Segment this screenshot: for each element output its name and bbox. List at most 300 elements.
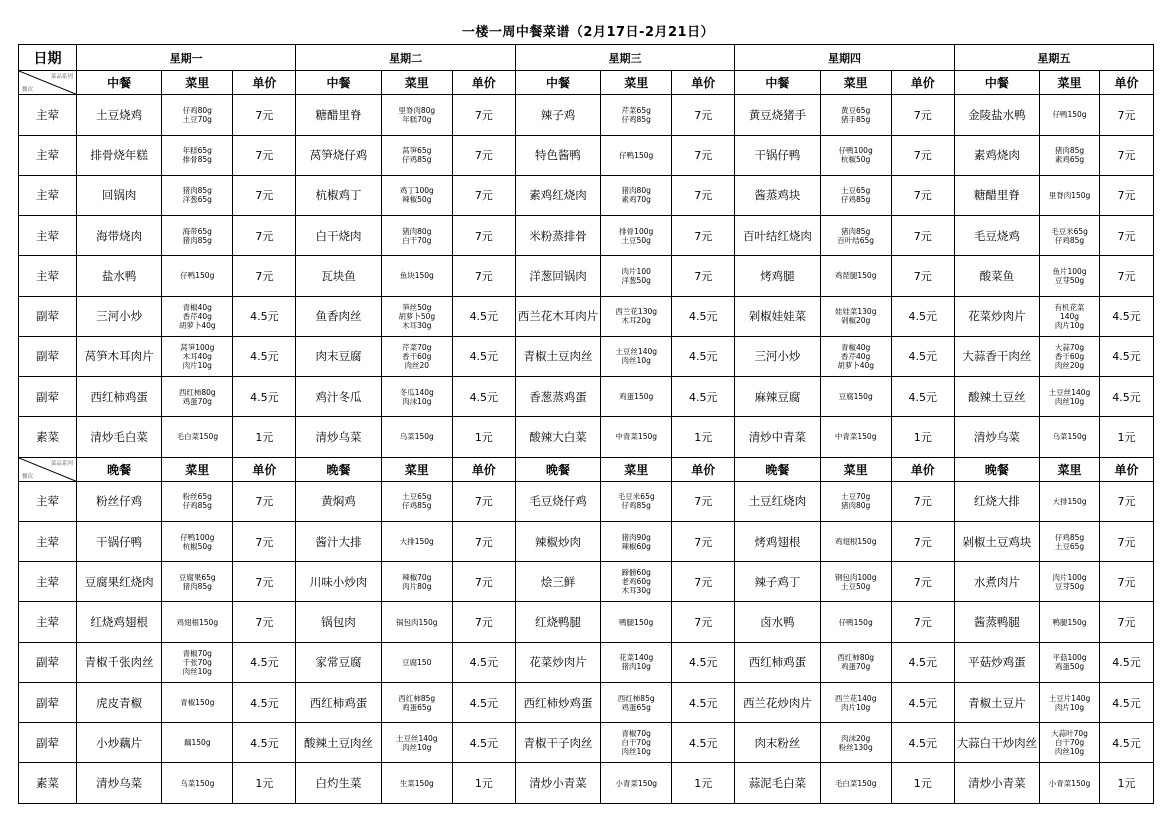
ingredients-cell <box>820 562 891 602</box>
category-cell: 副荤 <box>19 642 77 682</box>
dish-name: 三河小炒 <box>735 336 820 376</box>
lunch-meal-header: 中餐 <box>76 71 161 95</box>
ingredient-line: 锅包肉150g <box>395 617 438 627</box>
ingredient-line: 肉沫10g <box>402 396 432 406</box>
dish-name: 鸡汁冬瓜 <box>296 377 381 417</box>
ingredient-line: 青椒40g <box>841 342 871 352</box>
ingredients-cell <box>1040 417 1100 457</box>
dish-name: 辣子鸡丁 <box>735 562 820 602</box>
ingredients-cell <box>601 95 672 135</box>
price-cell: 4.5元 <box>672 296 735 336</box>
dish-name: 清炒中青菜 <box>735 417 820 457</box>
lunch-meal-header: 中餐 <box>735 71 820 95</box>
menu-title: 一楼一周中餐菜谱（2月17日-2月21日） <box>461 25 715 40</box>
ingredients-cell <box>1040 296 1100 336</box>
ingredient-line: 肉丝10g <box>402 742 432 752</box>
dinner-price-header: 单价 <box>672 457 735 481</box>
dish-name: 西兰花木耳肉片 <box>515 296 600 336</box>
ingredients-cell <box>1040 723 1100 763</box>
dish-name: 干锅仔鸭 <box>735 135 820 175</box>
dish-name: 水煮肉片 <box>954 562 1039 602</box>
ingredient-line: 有机花菜 <box>1054 302 1085 312</box>
ingredient-line: 藕150g <box>184 738 211 748</box>
lunch-ingredients-header: 菜里 <box>381 71 452 95</box>
ingredient-line: 豆腐果65g <box>178 572 216 582</box>
lunch-ingredients-header: 菜里 <box>1040 71 1100 95</box>
dish-name: 洋葱回锅肉 <box>515 256 600 296</box>
price-cell: 7元 <box>1100 256 1154 296</box>
ingredient-line: 猪肉80g <box>841 501 871 511</box>
price-cell: 7元 <box>233 135 296 175</box>
dinner-price-header: 单价 <box>452 457 515 481</box>
price-cell: 7元 <box>672 135 735 175</box>
price-cell: 1元 <box>672 417 735 457</box>
ingredients-cell <box>820 723 891 763</box>
price-cell: 7元 <box>452 602 515 642</box>
dinner-ingredients-header: 菜里 <box>820 457 891 481</box>
dinner-ingredients-header: 菜里 <box>1040 457 1100 481</box>
price-cell: 4.5元 <box>1100 642 1154 682</box>
dish-name: 烤鸡腿 <box>735 256 820 296</box>
ingredients-cell <box>162 296 233 336</box>
price-cell: 4.5元 <box>891 377 954 417</box>
dish-name: 清炒乌菜 <box>954 417 1039 457</box>
ingredient-line: 青椒70g <box>182 648 212 658</box>
ingredient-line: 西兰花130g <box>615 307 657 317</box>
dish-name: 红烧鸭腿 <box>515 602 600 642</box>
price-cell: 4.5元 <box>672 723 735 763</box>
dish-name: 米粉蒸排骨 <box>515 216 600 256</box>
ingredient-line: 木耳40g <box>182 351 212 361</box>
ingredients-cell <box>1040 135 1100 175</box>
ingredients-cell <box>1040 175 1100 215</box>
price-cell: 1元 <box>672 763 735 804</box>
ingredient-line: 莴笋100g <box>180 342 215 352</box>
price-cell: 4.5元 <box>1100 336 1154 376</box>
dish-name: 回锅肉 <box>76 175 161 215</box>
dish-name: 红烧鸡翅根 <box>76 602 161 642</box>
ingredient-line: 毛白菜150g <box>176 432 219 442</box>
price-cell: 1元 <box>233 417 296 457</box>
ingredient-line: 猪肉90g <box>621 532 651 542</box>
dish-name: 西红柿鸡蛋 <box>735 642 820 682</box>
price-cell: 1元 <box>233 763 296 804</box>
ingredients-cell <box>162 336 233 376</box>
ingredient-line: 乌菜150g <box>399 432 434 442</box>
lunch-row <box>19 417 1154 457</box>
ingredient-line: 猪肉85g <box>182 581 212 591</box>
price-cell: 4.5元 <box>1100 723 1154 763</box>
ingredient-line: 肉丝20 <box>404 360 430 370</box>
price-cell: 1元 <box>1100 417 1154 457</box>
dish-name: 麻辣豆腐 <box>735 377 820 417</box>
ingredient-line: 仔鸡85g <box>1054 235 1085 245</box>
ingredients-cell <box>162 95 233 135</box>
ingredient-line: 土豆65g <box>1054 541 1085 551</box>
dish-name: 大蒜白干炒肉丝 <box>954 723 1039 763</box>
dish-name: 酸辣土豆丝 <box>954 377 1039 417</box>
lunch-meal-header: 中餐 <box>954 71 1039 95</box>
ingredient-line: 里脊肉80g <box>398 105 436 115</box>
price-cell: 4.5元 <box>891 723 954 763</box>
dish-name: 青椒土豆肉丝 <box>515 336 600 376</box>
price-cell: 4.5元 <box>452 723 515 763</box>
ingredient-line: 肉丝10g <box>621 356 651 366</box>
price-cell: 7元 <box>891 481 954 521</box>
ingredients-cell <box>381 377 452 417</box>
ingredients-cell <box>162 377 233 417</box>
dish-name: 杭椒鸡丁 <box>296 175 381 215</box>
ingredients-cell <box>820 336 891 376</box>
lunch-price-header: 单价 <box>233 71 296 95</box>
ingredients-cell <box>601 481 672 521</box>
ingredient-line: 鸭腿150g <box>1052 617 1087 627</box>
ingredient-line: 鸡蛋70g <box>182 396 212 406</box>
dish-name: 鱼香肉丝 <box>296 296 381 336</box>
ingredients-cell <box>601 723 672 763</box>
ingredient-line: 140g <box>1059 311 1080 321</box>
dinner-corner-cell <box>19 457 77 481</box>
price-cell: 7元 <box>452 256 515 296</box>
day-header-fri: 星期五 <box>954 45 1153 71</box>
lunch-row <box>19 95 1154 135</box>
price-cell: 7元 <box>1100 602 1154 642</box>
category-cell: 主荤 <box>19 562 77 602</box>
category-cell: 副荤 <box>19 682 77 722</box>
dish-name: 红烧大排 <box>954 481 1039 521</box>
price-cell: 7元 <box>672 175 735 215</box>
ingredients-cell <box>1040 95 1100 135</box>
ingredients-cell <box>162 642 233 682</box>
dish-name: 粉丝仔鸡 <box>76 481 161 521</box>
ingredient-line: 生菜150g <box>399 778 434 788</box>
ingredient-line: 肉片10g <box>841 702 871 712</box>
ingredient-line: 乌菜150g <box>1052 432 1087 442</box>
ingredient-line: 鸡翅根150g <box>834 537 877 547</box>
ingredients-cell <box>381 296 452 336</box>
day-header-tue: 星期二 <box>296 45 515 71</box>
ingredients-cell <box>381 521 452 561</box>
ingredient-line: 仔鸭100g <box>180 532 215 542</box>
dish-name: 西红柿炒鸡蛋 <box>515 682 600 722</box>
dish-name: 卤水鸭 <box>735 602 820 642</box>
ingredients-cell <box>601 135 672 175</box>
ingredients-cell <box>601 336 672 376</box>
ingredients-cell <box>601 296 672 336</box>
price-cell: 7元 <box>672 562 735 602</box>
dish-name: 莴笋木耳肉片 <box>76 336 161 376</box>
price-cell: 1元 <box>1100 763 1154 804</box>
dish-name: 土豆红烧肉 <box>735 481 820 521</box>
price-cell: 7元 <box>1100 521 1154 561</box>
ingredient-line: 洋葱65g <box>182 195 212 205</box>
price-cell: 7元 <box>452 521 515 561</box>
lunch-price-header: 单价 <box>891 71 954 95</box>
ingredient-line: 蹄髈60g <box>621 568 651 578</box>
lunch-meal-header: 中餐 <box>515 71 600 95</box>
ingredient-line: 鸡蛋65g <box>402 702 432 712</box>
ingredients-cell <box>162 763 233 804</box>
ingredient-line: 胡萝卜50g <box>398 311 436 321</box>
price-cell: 7元 <box>452 95 515 135</box>
ingredients-cell <box>381 481 452 521</box>
ingredient-line: 肉丝10g <box>1054 396 1085 406</box>
ingredient-line: 仔鸭150g <box>1052 110 1087 120</box>
ingredient-line: 肉片10g <box>1054 702 1085 712</box>
ingredients-cell <box>1040 602 1100 642</box>
ingredient-line: 辣椒70g <box>402 572 432 582</box>
ingredients-cell <box>381 175 452 215</box>
dish-name: 大蒜香干肉丝 <box>954 336 1039 376</box>
ingredient-line: 青椒150g <box>180 698 215 708</box>
price-cell: 4.5元 <box>1100 377 1154 417</box>
dinner-row <box>19 642 1154 682</box>
price-cell: 7元 <box>891 602 954 642</box>
ingredient-line: 仔鸡85g <box>1054 532 1085 542</box>
ingredient-line: 肉丝10g <box>182 666 212 676</box>
lunch-row <box>19 377 1154 417</box>
dish-name: 酱蒸鸡块 <box>735 175 820 215</box>
ingredient-line: 鱼片100g <box>1052 266 1087 276</box>
dish-name: 瓦块鱼 <box>296 256 381 296</box>
lunch-ingredients-header: 菜里 <box>820 71 891 95</box>
dish-name: 西红柿鸡蛋 <box>296 682 381 722</box>
corner-meal-label: 餐次 <box>22 473 34 480</box>
ingredient-line: 猪肉10g <box>621 662 651 672</box>
dish-name: 肉末豆腐 <box>296 336 381 376</box>
category-cell: 主荤 <box>19 602 77 642</box>
dish-name: 肉末粉丝 <box>735 723 820 763</box>
price-cell: 4.5元 <box>672 377 735 417</box>
ingredients-cell <box>820 602 891 642</box>
dinner-row <box>19 723 1154 763</box>
lunch-row <box>19 135 1154 175</box>
dish-name: 川味小炒肉 <box>296 562 381 602</box>
date-label: 日期 <box>19 45 77 71</box>
ingredient-line: 肉沫20g <box>841 733 871 743</box>
ingredients-cell <box>381 256 452 296</box>
dinner-row <box>19 521 1154 561</box>
dish-name: 清炒毛白菜 <box>76 417 161 457</box>
ingredient-line: 莴笋65g <box>402 146 432 156</box>
price-cell: 4.5元 <box>891 336 954 376</box>
price-cell: 1元 <box>452 763 515 804</box>
ingredient-line: 毛白菜150g <box>834 778 877 788</box>
price-cell: 7元 <box>233 95 296 135</box>
ingredient-line: 豆芽50g <box>1054 275 1085 285</box>
dish-name: 盐水鸭 <box>76 256 161 296</box>
ingredient-line: 猪肉80g <box>621 186 651 196</box>
ingredient-line: 肉片100g <box>1052 572 1087 582</box>
dish-name: 锅包肉 <box>296 602 381 642</box>
ingredients-cell <box>162 682 233 722</box>
dish-name: 平菇炒鸡蛋 <box>954 642 1039 682</box>
price-cell: 4.5元 <box>233 296 296 336</box>
ingredient-line: 辣椒50g <box>402 195 432 205</box>
ingredient-line: 钢包肉100g <box>834 572 877 582</box>
ingredients-cell <box>1040 642 1100 682</box>
price-cell: 4.5元 <box>452 377 515 417</box>
ingredients-cell <box>820 216 891 256</box>
ingredient-line: 木耳30g <box>402 320 432 330</box>
dish-name: 西兰花炒肉片 <box>735 682 820 722</box>
ingredient-line: 土豆70g <box>182 114 212 124</box>
price-cell: 7元 <box>1100 95 1154 135</box>
price-cell: 7元 <box>233 175 296 215</box>
ingredient-line: 中青菜150g <box>615 432 657 442</box>
ingredients-cell <box>162 481 233 521</box>
ingredient-line: 土豆片140g <box>1048 693 1091 703</box>
day-header-row <box>19 45 1154 71</box>
ingredient-line: 仔鸡85g <box>182 501 212 511</box>
ingredients-cell <box>381 95 452 135</box>
ingredient-line: 年糕65g <box>182 146 212 156</box>
lunch-price-header: 单价 <box>1100 71 1154 95</box>
dinner-ingredients-header: 菜里 <box>381 457 452 481</box>
ingredient-line: 仔鸡85g <box>402 155 432 165</box>
ingredient-line: 笋丝50g <box>402 302 432 312</box>
ingredient-line: 娃娃菜130g <box>834 307 877 317</box>
ingredient-line: 粉丝130g <box>838 742 873 752</box>
dinner-meal-header: 晚餐 <box>296 457 381 481</box>
ingredients-cell <box>601 175 672 215</box>
ingredients-cell <box>601 602 672 642</box>
dinner-meal-header: 晚餐 <box>954 457 1039 481</box>
ingredient-line: 毛豆米65g <box>617 492 655 502</box>
price-cell: 7元 <box>452 175 515 215</box>
ingredient-line: 毛豆米65g <box>1051 226 1088 236</box>
dish-name: 蒜泥毛白菜 <box>735 763 820 804</box>
price-cell: 4.5元 <box>452 336 515 376</box>
ingredient-line: 小青菜150g <box>615 778 657 788</box>
price-cell: 7元 <box>891 135 954 175</box>
lunch-row <box>19 336 1154 376</box>
ingredient-line: 辣椒60g <box>621 541 651 551</box>
ingredients-cell <box>381 763 452 804</box>
ingredients-cell <box>162 602 233 642</box>
ingredient-line: 鱼块150g <box>399 271 434 281</box>
dish-name: 剁椒土豆鸡块 <box>954 521 1039 561</box>
price-cell: 1元 <box>891 417 954 457</box>
ingredient-line: 素鸡70g <box>621 195 651 205</box>
price-cell: 7元 <box>233 521 296 561</box>
ingredient-line: 大排150g <box>1052 496 1087 506</box>
price-cell: 7元 <box>672 481 735 521</box>
price-cell: 7元 <box>233 256 296 296</box>
ingredient-line: 乌菜150g <box>180 778 215 788</box>
dish-name: 清炒小青菜 <box>954 763 1039 804</box>
dinner-row <box>19 562 1154 602</box>
ingredient-line: 西红柿85g <box>398 693 436 703</box>
ingredients-cell <box>601 642 672 682</box>
ingredient-line: 小青菜150g <box>1048 778 1091 788</box>
price-cell: 7元 <box>891 562 954 602</box>
dish-name: 酸菜鱼 <box>954 256 1039 296</box>
ingredients-cell <box>381 216 452 256</box>
category-cell: 主荤 <box>19 521 77 561</box>
ingredients-cell <box>1040 216 1100 256</box>
ingredients-cell <box>381 336 452 376</box>
ingredient-line: 土豆50g <box>621 235 651 245</box>
ingredients-cell <box>162 256 233 296</box>
ingredients-cell <box>820 481 891 521</box>
dish-name: 排骨烧年糕 <box>76 135 161 175</box>
day-header-mon: 星期一 <box>76 45 295 71</box>
ingredient-line: 鸡蛋150g <box>619 392 654 402</box>
weekly-menu-table <box>18 44 1154 804</box>
price-cell: 7元 <box>233 602 296 642</box>
ingredient-line: 香芹40g <box>841 351 871 361</box>
ingredient-line: 仔鸡85g <box>841 195 871 205</box>
dish-name: 素鸡红烧肉 <box>515 175 600 215</box>
lunch-header-row <box>19 71 1154 95</box>
dinner-meal-header: 晚餐 <box>515 457 600 481</box>
price-cell: 1元 <box>452 417 515 457</box>
ingredients-cell <box>1040 763 1100 804</box>
ingredients-cell <box>601 256 672 296</box>
price-cell: 7元 <box>233 562 296 602</box>
dish-name: 香葱蒸鸡蛋 <box>515 377 600 417</box>
ingredients-cell <box>820 642 891 682</box>
category-cell: 主荤 <box>19 216 77 256</box>
dish-name: 青椒干子肉丝 <box>515 723 600 763</box>
ingredients-cell <box>162 562 233 602</box>
price-cell: 4.5元 <box>672 682 735 722</box>
ingredients-cell <box>162 417 233 457</box>
dinner-ingredients-header: 菜里 <box>162 457 233 481</box>
lunch-row <box>19 175 1154 215</box>
dish-name: 豆腐果红烧肉 <box>76 562 161 602</box>
dish-name: 干锅仔鸭 <box>76 521 161 561</box>
ingredients-cell <box>162 723 233 763</box>
price-cell: 7元 <box>452 481 515 521</box>
ingredients-cell <box>820 763 891 804</box>
dish-name: 酸辣大白菜 <box>515 417 600 457</box>
lunch-row <box>19 296 1154 336</box>
dish-name: 烩三鲜 <box>515 562 600 602</box>
dish-name: 家常豆腐 <box>296 642 381 682</box>
dish-name: 剁椒娃娃菜 <box>735 296 820 336</box>
ingredient-line: 香干60g <box>1054 351 1085 361</box>
category-cell: 主荤 <box>19 95 77 135</box>
dish-name: 金陵盐水鸭 <box>954 95 1039 135</box>
lunch-ingredients-header: 菜里 <box>601 71 672 95</box>
ingredients-cell <box>820 682 891 722</box>
ingredient-line: 鸡蛋65g <box>621 702 651 712</box>
dish-name: 辣椒炒肉 <box>515 521 600 561</box>
price-cell: 7元 <box>1100 216 1154 256</box>
ingredient-line: 大蒜叶70g <box>1051 729 1088 739</box>
ingredient-line: 土豆丝140g <box>615 347 657 357</box>
ingredient-line: 黄豆65g <box>841 105 871 115</box>
ingredient-line: 仔鸭150g <box>619 150 654 160</box>
ingredient-line: 肉片80g <box>402 581 432 591</box>
ingredient-line: 白干70g <box>1054 738 1085 748</box>
price-cell: 7元 <box>452 216 515 256</box>
dish-name: 黄豆烧猪手 <box>735 95 820 135</box>
ingredients-cell <box>381 723 452 763</box>
price-cell: 4.5元 <box>891 642 954 682</box>
price-cell: 7元 <box>672 95 735 135</box>
ingredients-cell <box>1040 481 1100 521</box>
price-cell: 7元 <box>1100 175 1154 215</box>
ingredient-line: 芹菜70g <box>402 342 432 352</box>
dish-name: 毛豆烧鸡 <box>954 216 1039 256</box>
price-cell: 4.5元 <box>452 642 515 682</box>
dish-name: 糖醋里脊 <box>296 95 381 135</box>
dinner-price-header: 单价 <box>891 457 954 481</box>
ingredients-cell <box>381 562 452 602</box>
